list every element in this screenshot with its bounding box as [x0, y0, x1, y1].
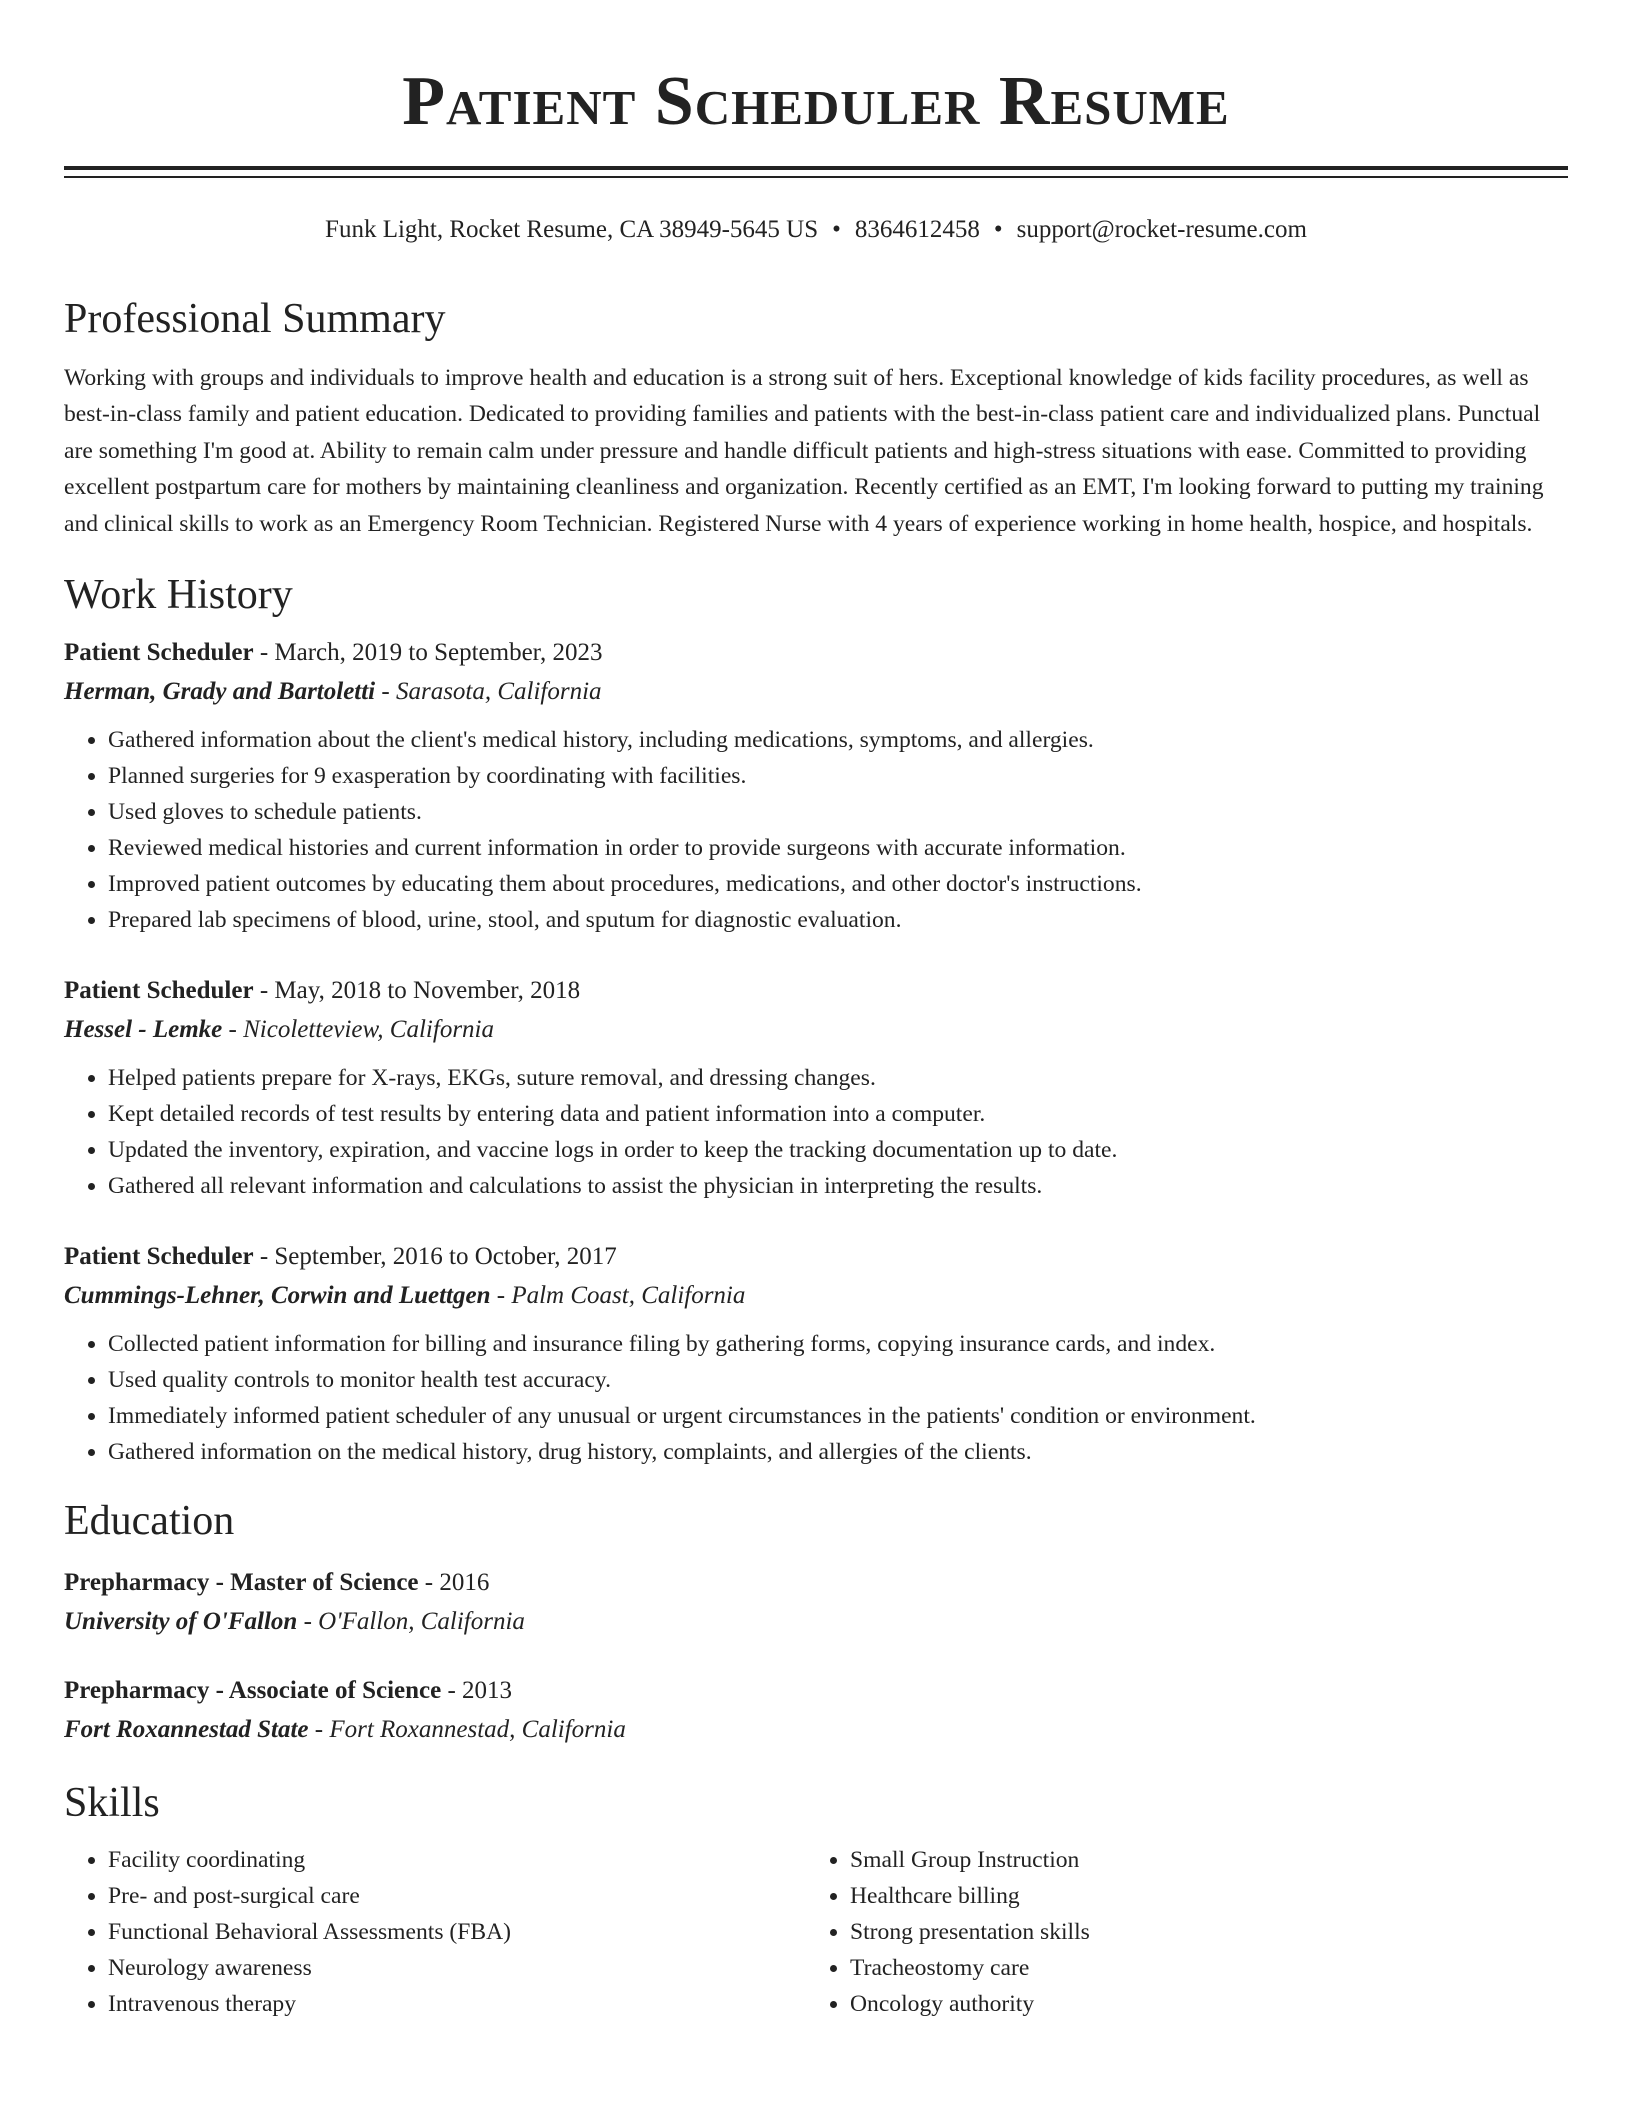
- skills-heading: Skills: [64, 1780, 160, 1827]
- contact-line: [64, 214, 1568, 246]
- job-duty: • Gathered information about the client's medical history, including medications, symptoms, and allergies.: [108, 722, 1568, 758]
- job-duty: • Planned surgeries for 9 exasperation by coordinating with facilities.: [108, 758, 1568, 794]
- school: University of O'Fallon: [64, 1608, 298, 1636]
- skills-list-left: [64, 1842, 806, 2022]
- job-company: Cummings-Lehner, Corwin and Luettgen: [64, 1282, 491, 1310]
- skill-item: • Intravenous therapy: [108, 1986, 806, 2022]
- job-location: - Sarasota, California: [375, 678, 602, 706]
- job-title-line: [64, 972, 1568, 1010]
- skills-grid: [64, 1842, 1568, 2022]
- degree-line: [64, 1672, 1568, 1710]
- degree-line: [64, 1564, 1568, 1602]
- skills-list-right: [806, 1842, 1548, 2022]
- school-location: - Fort Roxannestad, California: [308, 1716, 626, 1744]
- job-company: Herman, Grady and Bartoletti: [64, 678, 376, 706]
- job-entry: [64, 1238, 1568, 1470]
- skill-item: • Functional Behavioral Assessments (FBA): [108, 1914, 806, 1950]
- job-duty: • Gathered information on the medical history, drug history, complaints, and allergies of the clients.: [108, 1434, 1568, 1470]
- contact-email: support@rocket-resume.com: [1016, 216, 1307, 243]
- education-entry: [64, 1564, 1568, 1642]
- job-duty: • Reviewed medical histories and current information in order to provide surgeons with accurate information.: [108, 830, 1568, 866]
- job-duty: • Helped patients prepare for X-rays, EKGs, suture removal, and dressing changes.: [108, 1060, 1568, 1096]
- contact-address: Funk Light, Rocket Resume, CA 38949-5645 US: [325, 216, 819, 243]
- skill-item: • Small Group Instruction: [850, 1842, 1548, 1878]
- page-title: Patient Scheduler Resume: [402, 63, 1230, 140]
- school: Fort Roxannestad State: [64, 1716, 309, 1744]
- skill-item: • Facility coordinating: [108, 1842, 806, 1878]
- contact-separator: •: [993, 216, 1003, 243]
- job-entry: [64, 634, 1568, 938]
- degree-year: - 2013: [441, 1677, 513, 1705]
- job-duty: • Used quality controls to monitor health test accuracy.: [108, 1362, 1568, 1398]
- school-location: - O'Fallon, California: [297, 1608, 525, 1636]
- job-dates: - September, 2016 to October, 2017: [253, 1243, 617, 1271]
- skill-item: • Oncology authority: [850, 1986, 1548, 2022]
- job-company-line: [64, 672, 1568, 712]
- contact-separator: •: [832, 216, 841, 243]
- job-duty: • Used gloves to schedule patients.: [108, 794, 1568, 830]
- education-entry: [64, 1672, 1568, 1750]
- job-duties-list: [64, 1326, 1568, 1470]
- degree: Prepharmacy - Master of Science: [64, 1569, 419, 1597]
- job-title: Patient Scheduler: [64, 1243, 254, 1271]
- title-divider-thin: [64, 176, 1568, 178]
- job-location: - Nicoletteview, California: [222, 1016, 494, 1044]
- job-duties-list: [64, 722, 1568, 938]
- job-title-line: [64, 1238, 1568, 1276]
- school-line: [64, 1602, 1568, 1642]
- job-entry: [64, 972, 1568, 1204]
- degree: Prepharmacy - Associate of Science: [64, 1677, 442, 1705]
- skill-item: • Neurology awareness: [108, 1950, 806, 1986]
- degree-year: - 2016: [418, 1569, 490, 1597]
- job-company: Hessel - Lemke: [64, 1016, 223, 1044]
- job-duty: • Improved patient outcomes by educating them about procedures, medications, and other doctor's instructions.: [108, 866, 1568, 902]
- skill-item: • Tracheostomy care: [850, 1950, 1548, 1986]
- job-title: Patient Scheduler: [64, 639, 254, 667]
- summary-text: Working with groups and individuals to improve health and education is a strong suit of hers. Exceptional knowledge of kids facility procedures, as well as best-in-class family and patient education. Dedicated to providing families and patients with the best-in-class patient care and individualized plans. Punctual are something I'm good at. Ability to remain calm under pressure and handle difficult patients and high-stress situations with ease. Committed to providing excellent postpartum care for mothers by maintaining cleanliness and organization. Recently certified as an EMT, I'm looking forward to putting my training and clinical skills to work as an Emergency Room Technician. Registered Nurse with 4 years of experience working in home health, hospice, and hospitals.: [64, 365, 1544, 537]
- skill-item: • Strong presentation skills: [850, 1914, 1548, 1950]
- job-title: Patient Scheduler: [64, 977, 254, 1005]
- job-location: - Palm Coast, California: [490, 1282, 746, 1310]
- job-company-line: [64, 1276, 1568, 1316]
- job-duty: • Immediately informed patient scheduler of any unusual or urgent circumstances in the patients' condition or environment.: [108, 1398, 1568, 1434]
- job-duty: • Collected patient information for billing and insurance filing by gathering forms, copying insurance cards, and index.: [108, 1326, 1568, 1362]
- skill-item: • Pre- and post-surgical care: [108, 1878, 806, 1914]
- job-duty: • Updated the inventory, expiration, and vaccine logs in order to keep the tracking documentation up to date.: [108, 1132, 1568, 1168]
- summary-heading: Professional Summary: [64, 296, 446, 342]
- job-title-line: [64, 634, 1568, 672]
- job-duty: • Prepared lab specimens of blood, urine, stool, and sputum for diagnostic evaluation.: [108, 902, 1568, 938]
- school-line: [64, 1710, 1568, 1750]
- contact-phone: 8364612458: [854, 216, 980, 243]
- education-heading: Education: [64, 1498, 235, 1545]
- skill-item: • Healthcare billing: [850, 1878, 1548, 1914]
- title-divider-thick: [64, 166, 1568, 170]
- job-dates: - May, 2018 to November, 2018: [253, 977, 581, 1005]
- work-history-heading: Work History: [64, 572, 293, 619]
- job-company-line: [64, 1010, 1568, 1050]
- job-duties-list: [64, 1060, 1568, 1204]
- job-duty: • Kept detailed records of test results by entering data and patient information into a computer.: [108, 1096, 1568, 1132]
- job-dates: - March, 2019 to September, 2023: [253, 639, 603, 667]
- job-duty: • Gathered all relevant information and calculations to assist the physician in interpreting the results.: [108, 1168, 1568, 1204]
